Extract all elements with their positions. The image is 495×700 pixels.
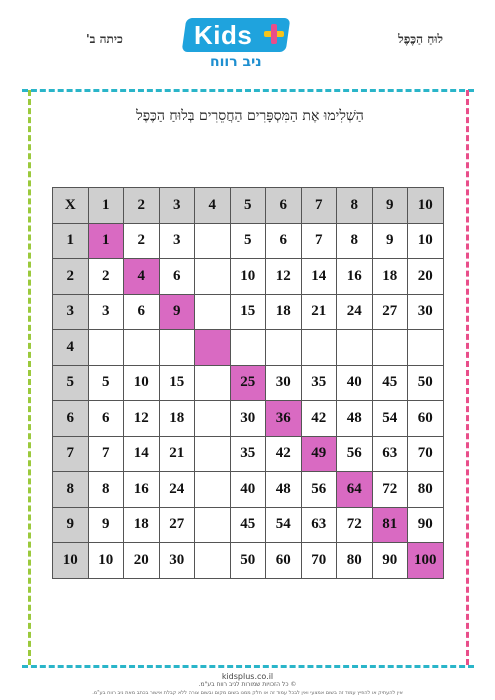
column-header-cell: 4 [195,188,231,224]
product-cell: 40 [230,472,266,508]
product-cell: 25 [230,365,266,401]
product-cell: 2 [124,223,160,259]
blank-cell[interactable] [195,365,231,401]
column-header-cell: 5 [230,188,266,224]
product-cell: 100 [408,543,444,579]
table-row [53,436,444,472]
product-cell: 40 [337,365,373,401]
product-cell: 35 [301,365,337,401]
blank-cell[interactable] [266,330,302,366]
blank-cell[interactable] [124,330,160,366]
row-header-cell: 10 [53,543,89,579]
product-cell: 27 [372,294,408,330]
product-cell: 50 [408,365,444,401]
table-row [53,365,444,401]
product-cell: 56 [301,472,337,508]
product-cell: 12 [266,259,302,295]
blank-cell[interactable] [195,543,231,579]
product-cell: 14 [124,436,160,472]
product-cell: 48 [266,472,302,508]
table-row [53,472,444,508]
product-cell: 8 [88,472,124,508]
product-cell: 30 [230,401,266,437]
row-header-cell: 8 [53,472,89,508]
row-header-cell: 5 [53,365,89,401]
product-cell: 54 [266,507,302,543]
row-header-cell: 6 [53,401,89,437]
product-cell: 6 [266,223,302,259]
product-cell: 60 [408,401,444,437]
product-cell: 1 [88,223,124,259]
product-cell: 20 [124,543,160,579]
blank-cell[interactable] [195,507,231,543]
corner-cell: X [53,188,89,224]
product-cell: 2 [88,259,124,295]
product-cell: 36 [266,401,302,437]
product-cell: 12 [124,401,160,437]
product-cell: 10 [230,259,266,295]
product-cell: 5 [230,223,266,259]
footer-url: kidsplus.co.il [221,672,274,681]
row-header-cell: 9 [53,507,89,543]
row-header-cell: 2 [53,259,89,295]
footer-copyright: © כל הזכויות שמורות לניב רווח בע"מ. [198,681,297,688]
product-cell: 5 [88,365,124,401]
product-cell: 3 [159,223,195,259]
product-cell: 6 [88,401,124,437]
product-cell: 16 [337,259,373,295]
product-cell: 10 [88,543,124,579]
product-cell: 63 [301,507,337,543]
product-cell: 48 [337,401,373,437]
product-cell: 3 [88,294,124,330]
product-cell: 21 [301,294,337,330]
frame-bottom-border [22,665,474,668]
product-cell: 35 [230,436,266,472]
grade-label: כיתה ב' [86,32,123,46]
product-cell: 72 [337,507,373,543]
product-cell: 80 [337,543,373,579]
blank-cell[interactable] [195,294,231,330]
column-header-cell: 9 [372,188,408,224]
product-cell: 9 [159,294,195,330]
table-row [53,401,444,437]
product-cell: 4 [124,259,160,295]
column-header-cell: 8 [337,188,373,224]
row-header-cell: 7 [53,436,89,472]
column-header-cell: 2 [124,188,160,224]
product-cell: 24 [159,472,195,508]
table-row [53,259,444,295]
product-cell: 30 [159,543,195,579]
product-cell: 27 [159,507,195,543]
product-cell: 10 [408,223,444,259]
blank-cell[interactable] [195,401,231,437]
product-cell: 60 [266,543,302,579]
product-cell: 64 [337,472,373,508]
subject-title: לוּחַ הַכֶּפֶל [398,32,443,46]
product-cell: 30 [266,365,302,401]
product-cell: 15 [230,294,266,330]
blank-cell[interactable] [195,330,231,366]
blank-cell[interactable] [408,330,444,366]
table-row [53,330,444,366]
blank-cell[interactable] [195,436,231,472]
product-cell: 42 [301,401,337,437]
instruction-text: הַשְׁלִימוּ אֶת הַמִּסְפָּרִים הַחֲסֵרִים בְּלוּחַ הַכֶּפֶל [136,108,364,124]
kids-plus-logo [184,18,304,74]
product-cell: 56 [337,436,373,472]
row-header-cell: 1 [53,223,89,259]
column-header-cell: 7 [301,188,337,224]
product-cell: 72 [372,472,408,508]
table-row [53,223,444,259]
table-row [53,507,444,543]
footer-legal: אין להעתיק או להפיץ עמוד זה בשום אמצעי ואין לבכל עמוד זה או חלק ממנו בשום מקום ובשום צורה ללא קבלת אישור בכתב מאת ניב רווח בע"מ. [92,690,403,696]
row-header-cell: 4 [53,330,89,366]
product-cell: 7 [301,223,337,259]
product-cell: 24 [337,294,373,330]
product-cell: 49 [301,436,337,472]
product-cell: 90 [408,507,444,543]
product-cell: 81 [372,507,408,543]
column-header-cell: 10 [408,188,444,224]
blank-cell[interactable] [337,330,373,366]
product-cell: 8 [337,223,373,259]
column-header-cell: 1 [88,188,124,224]
frame-right-border [466,90,469,665]
blank-cell[interactable] [195,472,231,508]
blank-cell[interactable] [372,330,408,366]
blank-cell[interactable] [195,259,231,295]
product-cell: 15 [159,365,195,401]
row-header-cell: 3 [53,294,89,330]
product-cell: 45 [230,507,266,543]
product-cell: 7 [88,436,124,472]
product-cell: 9 [88,507,124,543]
product-cell: 9 [372,223,408,259]
product-cell: 42 [266,436,302,472]
blank-cell[interactable] [159,330,195,366]
blank-cell[interactable] [230,330,266,366]
product-cell: 54 [372,401,408,437]
product-cell: 16 [124,472,160,508]
blank-cell[interactable] [88,330,124,366]
product-cell: 10 [124,365,160,401]
product-cell: 45 [372,365,408,401]
product-cell: 20 [408,259,444,295]
product-cell: 6 [159,259,195,295]
frame-left-border [28,90,31,665]
product-cell: 80 [408,472,444,508]
product-cell: 63 [372,436,408,472]
blank-cell[interactable] [301,330,337,366]
product-cell: 50 [230,543,266,579]
table-row [53,294,444,330]
product-cell: 6 [124,294,160,330]
product-cell: 70 [301,543,337,579]
plus-icon [264,24,284,44]
multiplication-table [52,187,444,579]
frame-top-border [22,89,474,92]
product-cell: 14 [301,259,337,295]
product-cell: 18 [372,259,408,295]
product-cell: 70 [408,436,444,472]
blank-cell[interactable] [195,223,231,259]
logo-brand-text: Kids [194,20,253,50]
column-header-cell: 6 [266,188,302,224]
logo-subtitle: ניב רווח [210,54,262,70]
product-cell: 90 [372,543,408,579]
product-cell: 30 [408,294,444,330]
product-cell: 18 [159,401,195,437]
product-cell: 18 [266,294,302,330]
table-row [53,543,444,579]
column-header-cell: 3 [159,188,195,224]
product-cell: 18 [124,507,160,543]
product-cell: 21 [159,436,195,472]
table-header-row [53,188,444,224]
